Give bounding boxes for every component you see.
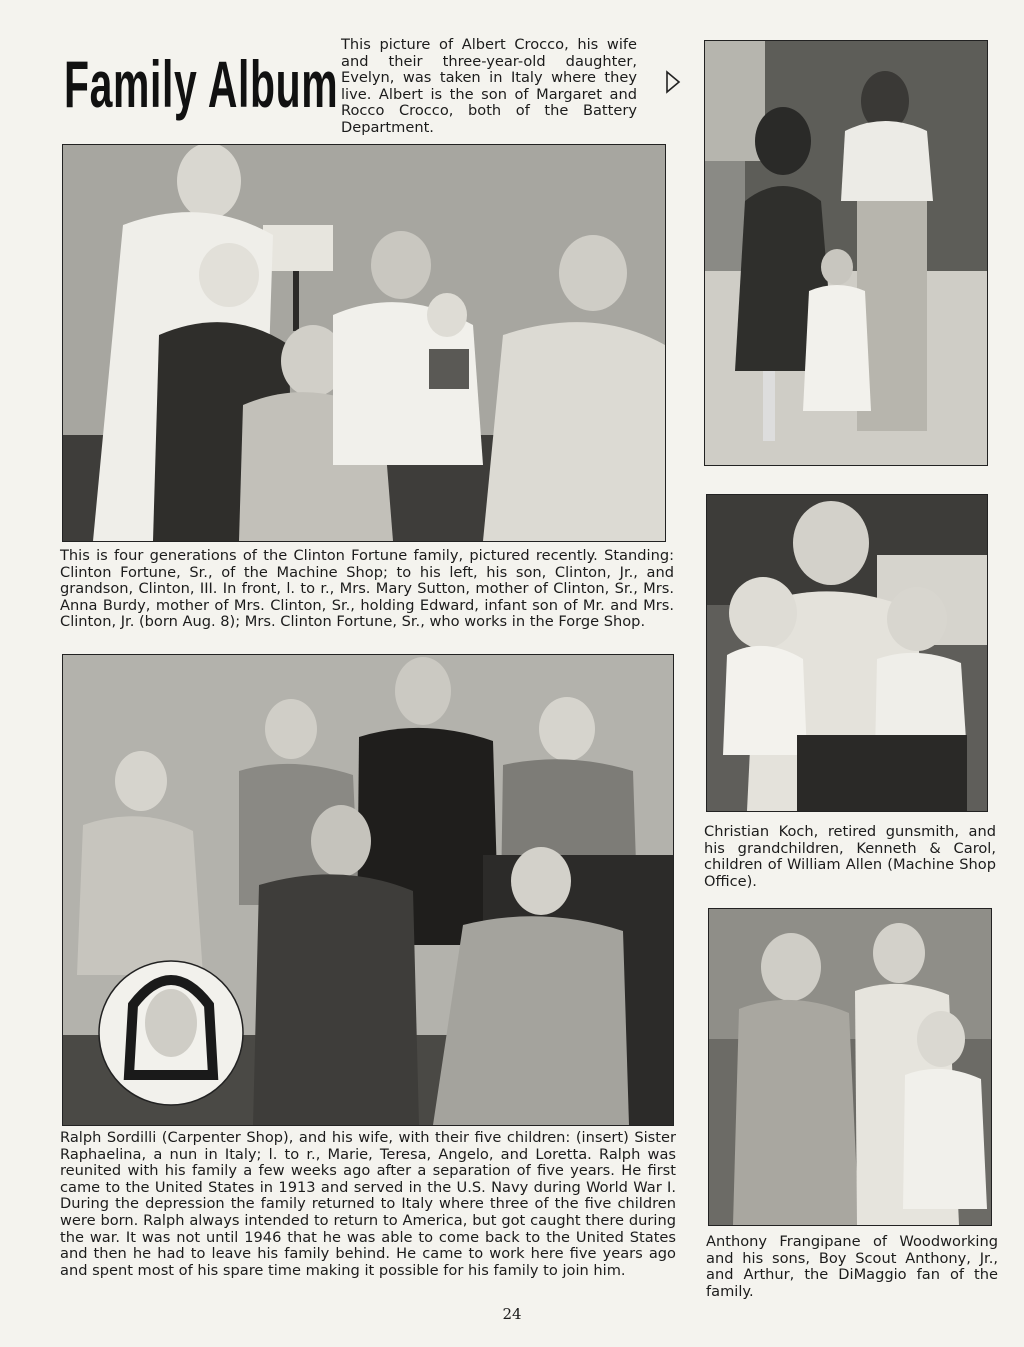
pointer-arrow-icon xyxy=(664,68,682,96)
fortune-family-photo xyxy=(62,144,666,542)
koch-family-photo xyxy=(706,494,988,812)
sordilli-caption: Ralph Sordilli (Carpenter Shop), and his wife, with their five children: (insert) Sister Raphaelina, a nun in Italy; l. to r., Marie, Teresa, Angelo, and Loretta. Ralph was reunited with his family a few weeks ago after a separation of five years. He first came to the United States in 1913 and served in the U.S. Navy during World War I. During the depression the family returned to Italy where three of the five children were born. Ralph always intended to return to America, but got caught there during the war. It was not until 1946 that he was able to come back to the United States and then he had to leave his family behind. He came to work here five years ago and spent most of his spare time making it possible for his family to join him. xyxy=(60,1129,676,1279)
fortune-caption: This is four generations of the Clinton Fortune family, pictured recently. Standing: Clinton Fortune, Sr., of the Machine Shop; to his left, his son, Clinton, Jr., and grandson, Clinton, III. In front, l. to r., Mrs. Mary Sutton, mother of Clinton, Sr., Mrs. Anna Burdy, mother of Mrs. Clinton, Sr., holding Edward, infant son of Mr. and Mrs. Clinton, Jr. (born Aug. 8); Mrs. Clinton Fortune, Sr., who works in the Forge Shop. xyxy=(60,547,674,631)
frangipane-caption: Anthony Frangipane of Woodworking and his sons, Boy Scout Anthony, Jr., and Arthur, the DiMaggio fan of the family. xyxy=(706,1233,998,1300)
crocco-family-photo xyxy=(704,40,988,466)
koch-caption: Christian Koch, retired gunsmith, and his grandchildren, Kenneth & Carol, children of William Allen (Machine Shop Office). xyxy=(704,823,996,890)
crocco-caption: This picture of Albert Crocco, his wife and their three-year-old daughter, Evelyn, was taken in Italy where they live. Albert is the son of Margaret and Rocco Crocco, both of the Battery Department. xyxy=(341,36,637,136)
page-number: 24 xyxy=(502,1305,522,1323)
frangipane-family-photo xyxy=(708,908,992,1226)
sordilli-family-photo xyxy=(62,654,674,1126)
page-title: Family Album xyxy=(64,47,339,121)
